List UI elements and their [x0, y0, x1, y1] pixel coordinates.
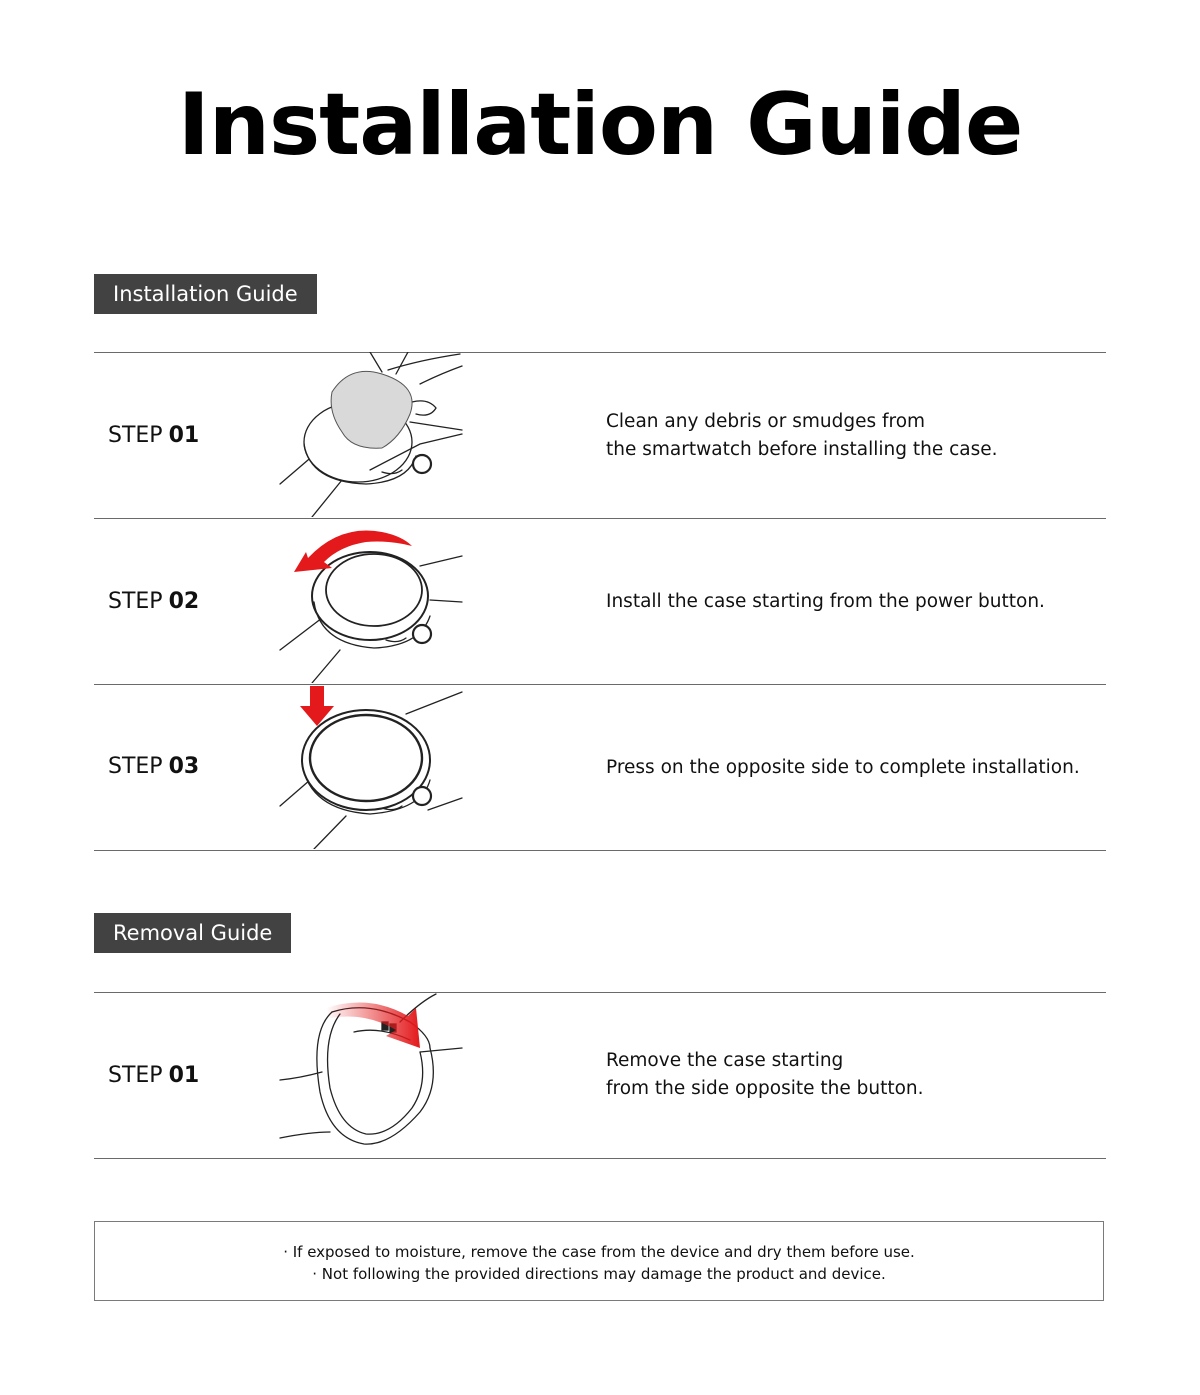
- case-install-arrow-illustration: [270, 518, 480, 683]
- step-number: 02: [168, 589, 200, 614]
- text-line: Remove the case starting: [606, 1050, 844, 1071]
- page-title: Installation Guide: [177, 75, 1023, 175]
- install-step-02-label: [108, 587, 199, 617]
- removal-step-01-text: [606, 1047, 1086, 1103]
- text-line: the smartwatch before installing the case.: [606, 439, 998, 460]
- divider: [94, 992, 1106, 993]
- install-step-02-text: [606, 588, 1086, 616]
- install-step-01-label: [108, 421, 199, 451]
- step-number: 01: [168, 1063, 200, 1088]
- step-word: STEP: [108, 423, 163, 448]
- step-word: STEP: [108, 1063, 163, 1088]
- divider: [94, 684, 1106, 685]
- divider: [94, 1158, 1106, 1159]
- note-line: · If exposed to moisture, remove the case from the device and dry them before use.: [283, 1243, 915, 1261]
- text-line: Install the case starting from the power button.: [606, 591, 1045, 612]
- installation-section-tag: Installation Guide: [94, 274, 317, 314]
- step-number: 01: [168, 423, 200, 448]
- removal-section-tag: Removal Guide: [94, 913, 291, 953]
- divider: [94, 518, 1106, 519]
- caution-notes-box: [94, 1221, 1104, 1301]
- install-step-03-label: [108, 752, 199, 782]
- step-number: 03: [168, 754, 200, 779]
- text-line: from the side opposite the button.: [606, 1078, 924, 1099]
- step-word: STEP: [108, 754, 163, 779]
- text-line: Clean any debris or smudges from: [606, 411, 926, 432]
- note-line: · Not following the provided directions may damage the product and device.: [312, 1265, 886, 1283]
- removal-step-01-label: [108, 1061, 199, 1091]
- divider: [94, 352, 1106, 353]
- step-word: STEP: [108, 589, 163, 614]
- install-step-03-text: [606, 754, 1086, 782]
- divider: [94, 850, 1106, 851]
- press-down-arrow-illustration: [270, 684, 480, 849]
- cleaning-cloth-hand-illustration: [270, 352, 480, 517]
- text-line: Press on the opposite side to complete installation.: [606, 757, 1080, 778]
- case-removal-arrow-illustration: [270, 992, 480, 1157]
- install-step-01-text: [606, 408, 1086, 464]
